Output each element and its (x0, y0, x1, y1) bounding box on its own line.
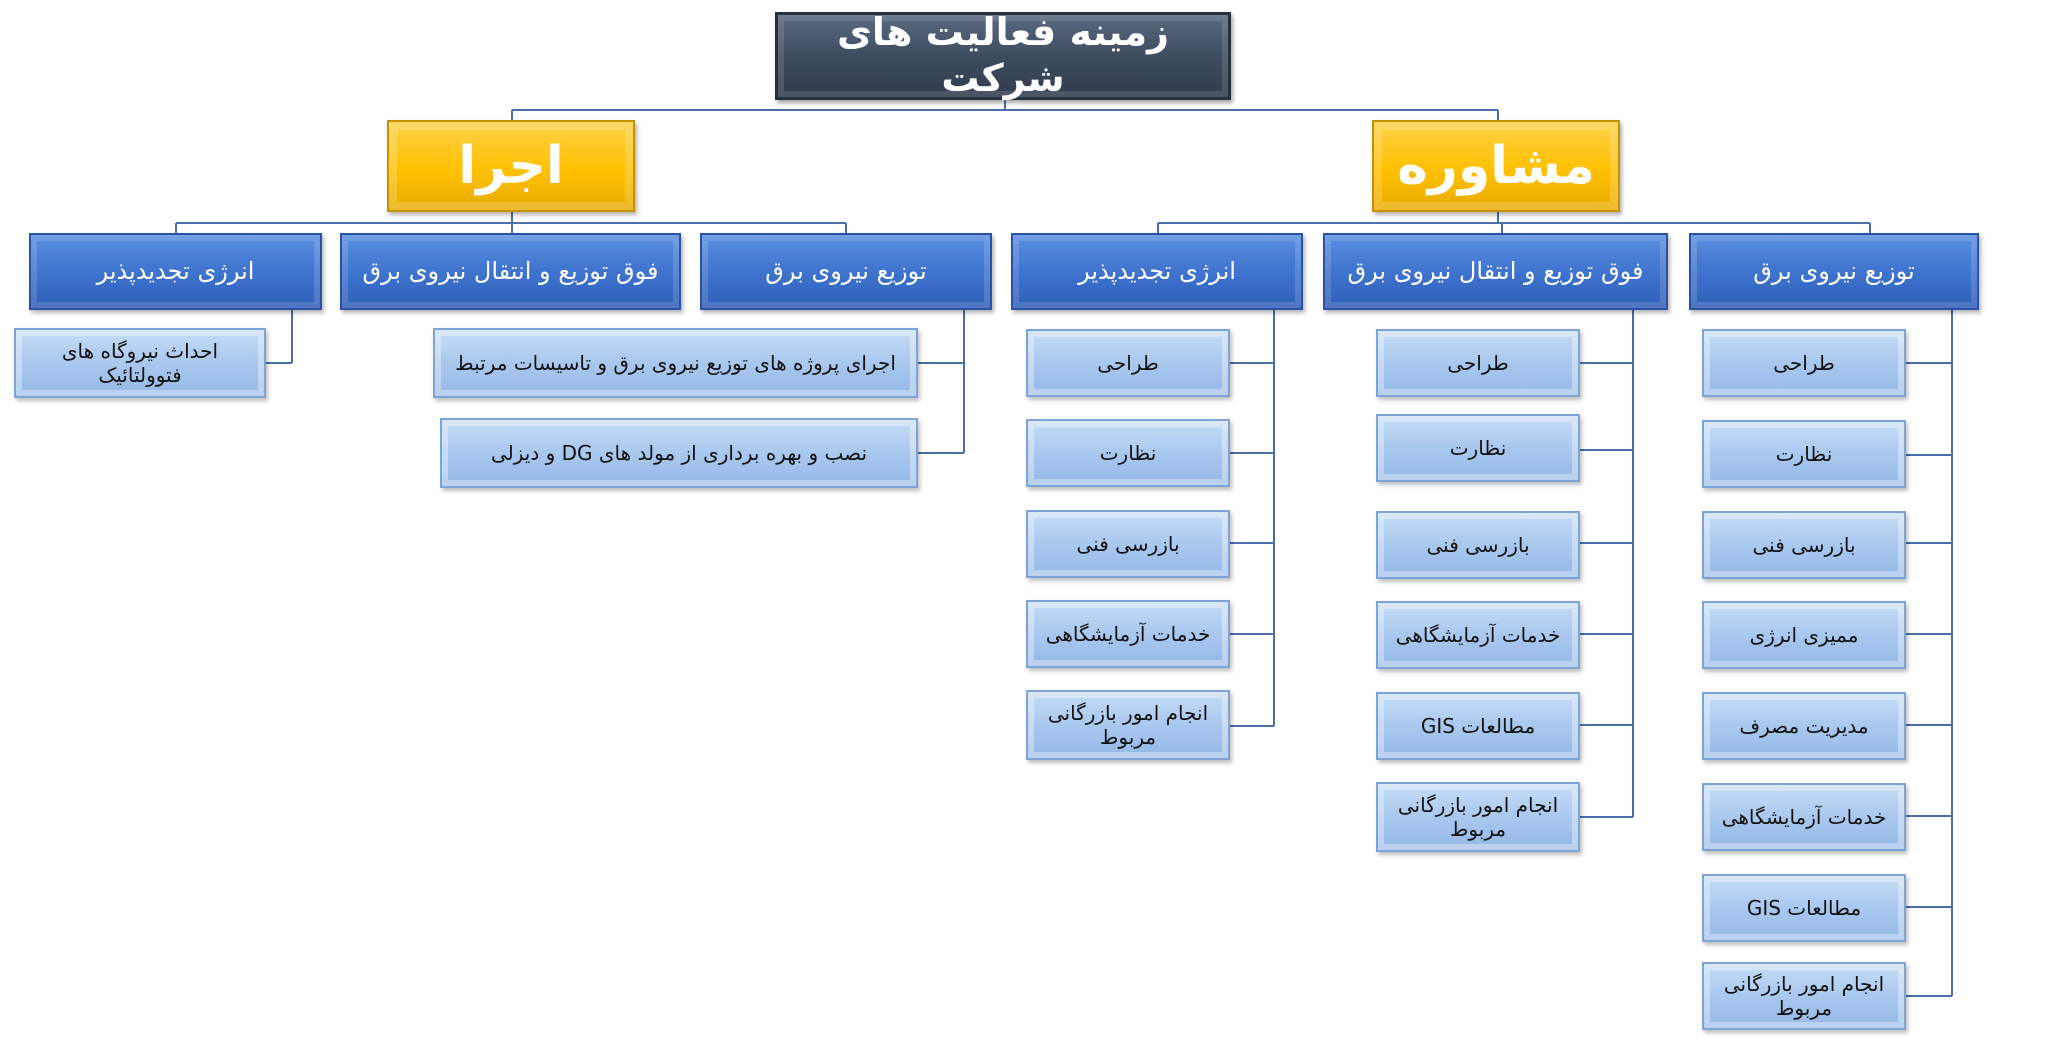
consulting-distribution-item: ممیزی انرژی (1702, 601, 1906, 669)
consulting-distribution-item: مطالعات GIS (1702, 874, 1906, 942)
consulting-distribution-header (1689, 233, 1979, 310)
consulting-distribution-item: نظارت (1702, 420, 1906, 488)
consulting-renewable-item: بازرسی فنی (1026, 510, 1230, 578)
category-execution-label: اجرا (458, 135, 564, 196)
consulting-distribution-item: مدیریت مصرف (1702, 692, 1906, 760)
consulting-distribution-item: انجام امور بازرگانی مربوط (1702, 962, 1906, 1030)
execution-distribution-item: اجرای پروژه های توزیع نیروی برق و تاسیسات مرتبط (433, 328, 918, 398)
execution-renewable-title: انرژی تجدیدپذیر (96, 257, 255, 286)
consulting-transmission-item: انجام امور بازرگانی مربوط (1376, 782, 1580, 852)
consulting-renewable-item: نظارت (1026, 419, 1230, 487)
consulting-transmission-item: بازرسی فنی (1376, 511, 1580, 579)
category-execution (387, 120, 635, 212)
consulting-distribution-item: خدمات آزمایشگاهی (1702, 783, 1906, 851)
consulting-renewable-item: انجام امور بازرگانی مربوط (1026, 690, 1230, 760)
chart-root (775, 12, 1231, 100)
consulting-transmission-item: خدمات آزمایشگاهی (1376, 601, 1580, 669)
execution-distribution-item: نصب و بهره برداری از مولد های DG و دیزلی (440, 418, 918, 488)
consulting-distribution-title: توزیع نیروی برق (1753, 257, 1915, 286)
execution-distribution-title: توزیع نیروی برق (765, 257, 927, 286)
execution-transmission-title: فوق توزیع و انتقال نیروی برق (362, 257, 659, 286)
execution-transmission-header (340, 233, 681, 310)
consulting-renewable-title: انرژی تجدیدپذیر (1078, 257, 1236, 286)
consulting-transmission-item: طراحی (1376, 329, 1580, 397)
consulting-distribution-item: بازرسی فنی (1702, 511, 1906, 579)
consulting-renewable-header (1011, 233, 1303, 310)
consulting-distribution-item: طراحی (1702, 329, 1906, 397)
consulting-renewable-item: طراحی (1026, 329, 1230, 397)
consulting-transmission-item: مطالعات GIS (1376, 692, 1580, 760)
category-consulting-label: مشاوره (1397, 135, 1595, 196)
consulting-transmission-item: نظارت (1376, 414, 1580, 482)
root-title: زمینه فعالیت های شرکت (837, 10, 1169, 100)
consulting-transmission-header (1323, 233, 1668, 310)
execution-renewable-header (29, 233, 322, 310)
execution-distribution-header (700, 233, 992, 310)
consulting-transmission-title: فوق توزیع و انتقال نیروی برق (1347, 257, 1644, 286)
category-consulting (1372, 120, 1620, 212)
execution-renewable-item: احداث نیروگاه های فتوولتائیک (14, 328, 266, 398)
consulting-renewable-item: خدمات آزمایشگاهی (1026, 600, 1230, 668)
